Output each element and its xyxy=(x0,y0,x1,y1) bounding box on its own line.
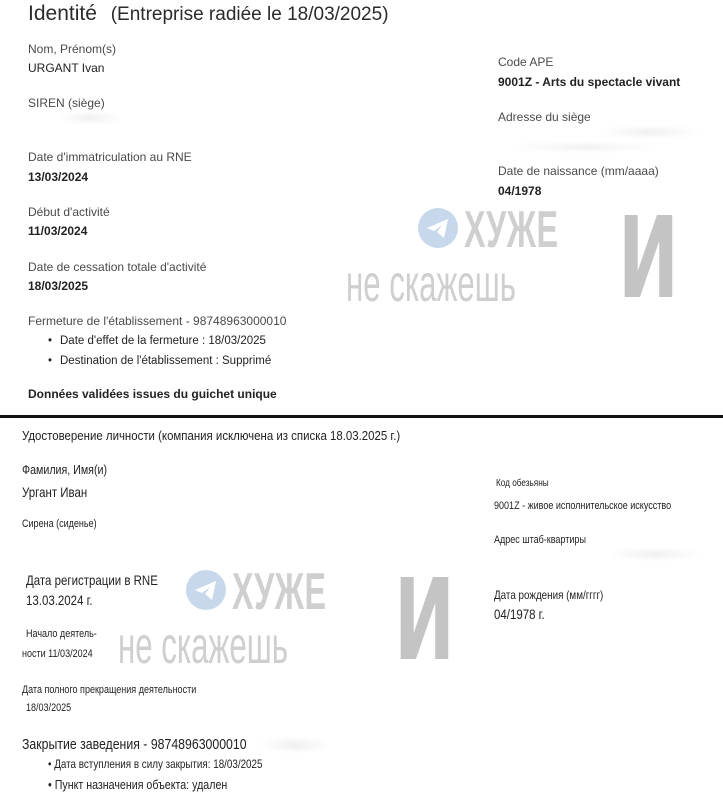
fr-footer-note: Données validées issues du guichet unique xyxy=(28,387,277,401)
ru-cessation-label: Дата полного прекращения деятельности xyxy=(22,684,197,696)
ru-address-label: Адрес штаб-квартиры xyxy=(494,534,586,546)
ru-address-redacted xyxy=(610,550,700,558)
fr-closure-item: • Destination de l'établissement : Supprimé xyxy=(28,351,271,371)
ru-closure-title: Закрытие заведения - 98748963000010 xyxy=(22,736,247,753)
fr-birth-label: Date de naissance (mm/aaaa) xyxy=(498,164,659,178)
fr-siren-label: SIREN (siège) xyxy=(28,96,105,110)
fr-cessation-value: 18/03/2025 xyxy=(28,279,89,293)
ru-registration-value: 13.03.2024 г. xyxy=(26,592,93,608)
fr-name-label: Nom, Prénom(s) xyxy=(28,42,117,56)
fr-title-line xyxy=(28,2,389,26)
ru-name-value: Ургант Иван xyxy=(22,484,88,500)
fr-birth-value: 04/1978 xyxy=(498,184,542,198)
ru-birth-value: 04/1978 г. xyxy=(494,606,545,622)
fr-address-label: Adresse du siège xyxy=(498,110,591,124)
watermark-line1: ХУЖЕ xyxy=(232,563,327,621)
ru-code-label: Код обезьяны xyxy=(496,478,549,489)
watermark-bottom xyxy=(118,556,486,686)
ru-registration-label: Дата регистрации в RNE xyxy=(26,572,158,588)
ru-closure-item: Дата вступления в силу закрытия: 18/03/2025 xyxy=(54,757,263,771)
ru-title: Удостоверение личности (компания исключена из списка 18.03.2025 г.) xyxy=(22,428,401,443)
watermark-top xyxy=(346,194,718,324)
fr-name-value: URGANT Ivan xyxy=(28,61,105,75)
telegram-icon xyxy=(418,208,458,248)
watermark-line2: не скажешь xyxy=(118,617,289,675)
fr-start-label: Début d'activité xyxy=(28,205,110,219)
fr-registration-label: Date d'immatriculation au RNE xyxy=(28,150,192,164)
fr-ape-value: 9001Z - Arts du spectacle vivant xyxy=(498,75,681,89)
fr-address-redacted-2 xyxy=(510,144,660,150)
watermark-big-letter: И xyxy=(394,556,455,686)
fr-siren-redacted xyxy=(60,114,120,122)
fr-closure-item: • Date d'effet de la fermeture : 18/03/2025 xyxy=(28,331,271,351)
fr-title: Identité xyxy=(28,2,97,25)
ru-redacted xyxy=(260,740,330,750)
watermark-line2: не скажешь xyxy=(346,255,517,313)
fr-start-value: 11/03/2024 xyxy=(28,224,88,238)
ru-closure-item-2: • Пункт назначения объекта: удален xyxy=(48,777,228,792)
ru-siren-label: Сирена (сиденье) xyxy=(22,518,97,530)
fr-address-redacted xyxy=(600,128,700,136)
fr-registration-value: 13/03/2024 xyxy=(28,170,89,184)
ru-closure-item: Пункт назначения объекта: удален xyxy=(54,777,228,792)
section-divider xyxy=(0,415,723,418)
fr-ape-label: Code APE xyxy=(498,55,554,69)
ru-start-label-1: Начало деятель- xyxy=(26,628,97,640)
watermark-line1: ХУЖЕ xyxy=(464,201,559,259)
telegram-icon xyxy=(186,570,226,610)
ru-cessation-value: 18/03/2025 xyxy=(26,702,72,714)
fr-closure-list xyxy=(28,331,271,371)
ru-code-value: 9001Z - живое исполнительское искусство xyxy=(494,500,672,512)
fr-subtitle: (Entreprise radiée le 18/03/2025) xyxy=(110,4,389,25)
ru-start-label-2: ности 11/03/2024 xyxy=(22,648,93,660)
watermark-big-letter: И xyxy=(618,194,679,324)
fr-closure-title: Fermeture de l'établissement - 98748963000010 xyxy=(28,314,287,328)
ru-birth-label: Дата рождения (мм/гггг) xyxy=(494,588,604,602)
fr-cessation-label: Date de cessation totale d'activité xyxy=(28,260,207,274)
ru-name-label: Фамилия, Имя(и) xyxy=(22,462,108,477)
ru-closure-item-1: • Дата вступления в силу закрытия: 18/03/2025 xyxy=(48,757,263,771)
